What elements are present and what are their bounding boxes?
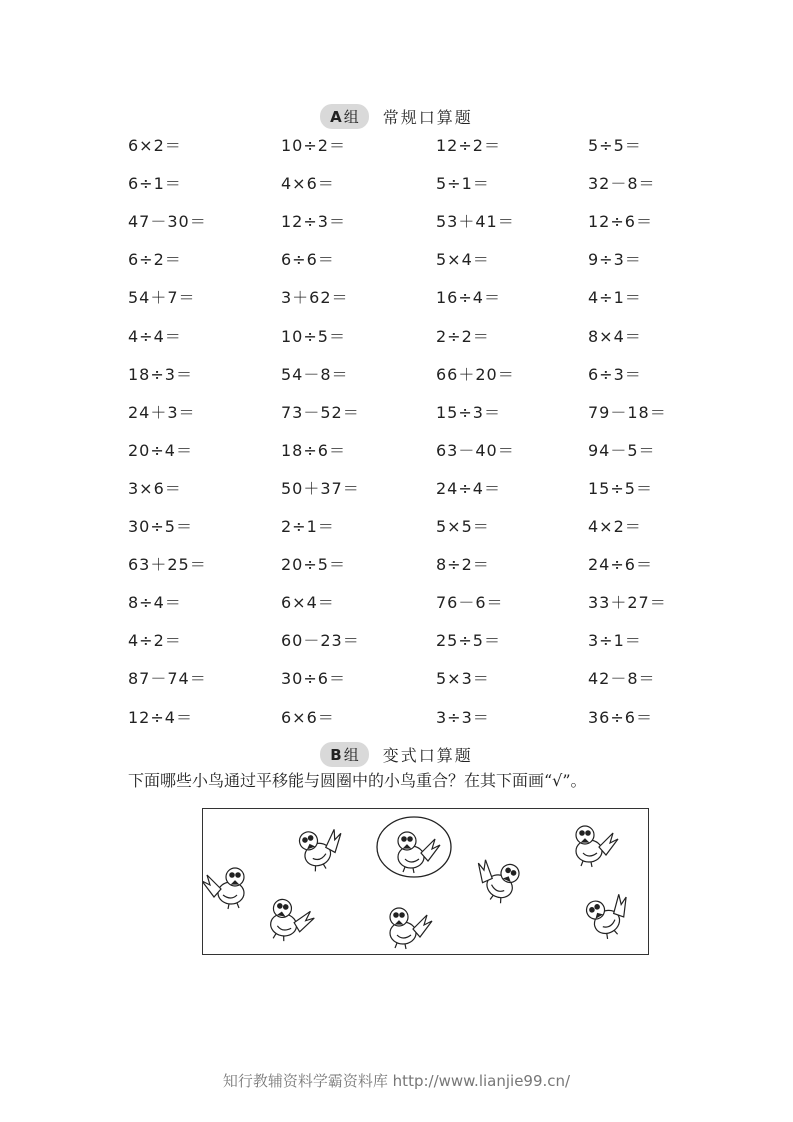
problem-row bbox=[128, 362, 688, 386]
problem-row bbox=[128, 476, 688, 500]
problem-cell: 10÷5＝ bbox=[281, 326, 346, 346]
problem-cell: 5×3＝ bbox=[436, 669, 490, 689]
problem-cell: 4÷4＝ bbox=[128, 326, 182, 346]
problem-cell: 76－6＝ bbox=[436, 593, 504, 613]
problem-cell: 20÷5＝ bbox=[281, 555, 346, 575]
problem-cell: 3×6＝ bbox=[128, 478, 182, 498]
problem-cell: 12÷2＝ bbox=[436, 136, 501, 155]
problem-cell: 12÷4＝ bbox=[128, 707, 193, 727]
bird-2[interactable] bbox=[297, 821, 350, 874]
section-a-group: 组 bbox=[343, 108, 359, 126]
bird-reference bbox=[398, 832, 440, 873]
problem-cell: 24÷6＝ bbox=[588, 555, 653, 575]
problem-cell: 6×6＝ bbox=[281, 707, 335, 727]
problem-cell: 47－30＝ bbox=[128, 212, 207, 232]
problem-cell: 20÷4＝ bbox=[128, 440, 193, 460]
problem-cell: 5÷5＝ bbox=[588, 136, 642, 155]
problem-row bbox=[128, 666, 688, 690]
problem-cell: 4×2＝ bbox=[588, 517, 642, 536]
problem-row bbox=[128, 438, 688, 462]
problem-cell: 18÷3＝ bbox=[128, 364, 193, 384]
problem-cell: 6÷1＝ bbox=[128, 174, 182, 194]
problem-cell: 63－40＝ bbox=[436, 440, 515, 460]
problem-cell: 50＋37＝ bbox=[281, 478, 360, 498]
problem-row bbox=[128, 209, 688, 233]
problem-row bbox=[128, 285, 688, 309]
problem-cell: 6÷6＝ bbox=[281, 250, 335, 270]
bird-4[interactable] bbox=[390, 908, 432, 949]
problem-row bbox=[128, 247, 688, 271]
problem-cell: 3÷3＝ bbox=[436, 707, 490, 727]
problem-cell: 3÷1＝ bbox=[588, 631, 642, 651]
problem-cell: 4×6＝ bbox=[281, 174, 335, 194]
bird-7[interactable] bbox=[583, 886, 640, 943]
problem-cell: 12÷6＝ bbox=[588, 212, 653, 232]
section-b-group: 组 bbox=[343, 746, 359, 764]
problem-cell: 36÷6＝ bbox=[588, 707, 653, 727]
problem-cell: 15÷5＝ bbox=[588, 478, 653, 498]
problem-cell: 12÷3＝ bbox=[281, 212, 346, 232]
problem-cell: 30÷6＝ bbox=[281, 669, 346, 689]
problem-cell: 8÷2＝ bbox=[436, 555, 490, 575]
section-b-title: 变式口算题 bbox=[382, 746, 473, 765]
section-b-letter: B bbox=[330, 745, 342, 764]
problem-cell: 30÷5＝ bbox=[128, 517, 193, 536]
problem-row bbox=[128, 324, 688, 348]
section-b-badge bbox=[320, 742, 368, 767]
problem-row bbox=[128, 514, 688, 538]
problem-cell: 73－52＝ bbox=[281, 402, 360, 422]
problem-cell: 66＋20＝ bbox=[436, 364, 515, 384]
problem-cell: 6÷3＝ bbox=[588, 364, 642, 384]
problem-cell: 33＋27＝ bbox=[588, 593, 667, 613]
bird-1[interactable] bbox=[203, 868, 244, 909]
problem-cell: 53＋41＝ bbox=[436, 212, 515, 232]
problem-cell: 42－8＝ bbox=[588, 669, 656, 689]
problem-row bbox=[128, 133, 688, 157]
problem-cell: 6×4＝ bbox=[281, 593, 335, 613]
problem-cell: 60－23＝ bbox=[281, 631, 360, 651]
instruction-text: 下面哪些小鸟通过平移能与圆圈中的小鸟重合？在其下面画“√”。 bbox=[128, 771, 587, 790]
bird-6[interactable] bbox=[576, 826, 618, 867]
section-a-header bbox=[0, 104, 793, 129]
footer-watermark: 知行教辅资料学霸资料库 http://www.lianjie99.cn/ bbox=[222, 1072, 571, 1090]
problem-cell: 18÷6＝ bbox=[281, 440, 346, 460]
problem-cell: 63＋25＝ bbox=[128, 555, 207, 575]
problem-cell: 24＋3＝ bbox=[128, 402, 196, 422]
problem-cell: 8×4＝ bbox=[588, 326, 642, 346]
bird-5[interactable] bbox=[467, 851, 522, 906]
problem-cell: 54－8＝ bbox=[281, 364, 349, 384]
section-b-header bbox=[0, 742, 793, 767]
bird-illustration bbox=[203, 809, 648, 954]
problem-cell: 10÷2＝ bbox=[281, 136, 346, 155]
problem-cell: 3＋62＝ bbox=[281, 288, 349, 308]
bird-picture-box bbox=[202, 808, 649, 955]
problem-cell: 16÷4＝ bbox=[436, 288, 501, 308]
problem-cell: 5×5＝ bbox=[436, 517, 490, 536]
problem-cell: 2÷2＝ bbox=[436, 326, 490, 346]
bird-3[interactable] bbox=[268, 898, 316, 946]
problem-row bbox=[128, 628, 688, 652]
problem-cell: 24÷4＝ bbox=[436, 478, 501, 498]
problem-cell: 8÷4＝ bbox=[128, 593, 182, 613]
problem-row bbox=[128, 171, 688, 195]
section-a-badge bbox=[320, 104, 369, 129]
problem-cell: 87－74＝ bbox=[128, 669, 207, 689]
problem-cell: 6×2＝ bbox=[128, 136, 182, 155]
problem-cell: 5×4＝ bbox=[436, 250, 490, 270]
problem-row bbox=[128, 552, 688, 576]
problem-cell: 5÷1＝ bbox=[436, 174, 490, 194]
problem-cell: 15÷3＝ bbox=[436, 402, 501, 422]
problem-cell: 79－18＝ bbox=[588, 402, 667, 422]
problem-cell: 4÷1＝ bbox=[588, 288, 642, 308]
problem-row bbox=[128, 590, 688, 614]
problem-row bbox=[128, 705, 688, 729]
problem-cell: 9÷3＝ bbox=[588, 250, 642, 270]
problem-cell: 6÷2＝ bbox=[128, 250, 182, 270]
problem-cell: 25÷5＝ bbox=[436, 631, 501, 651]
problem-cell: 2÷1＝ bbox=[281, 517, 335, 536]
section-a-letter: A bbox=[330, 107, 342, 126]
problem-cell: 94－5＝ bbox=[588, 440, 656, 460]
section-a-title: 常规口算题 bbox=[382, 108, 473, 127]
problem-row bbox=[128, 400, 688, 424]
problem-cell: 54＋7＝ bbox=[128, 288, 196, 308]
problem-cell: 4÷2＝ bbox=[128, 631, 182, 651]
problem-cell: 32－8＝ bbox=[588, 174, 656, 194]
